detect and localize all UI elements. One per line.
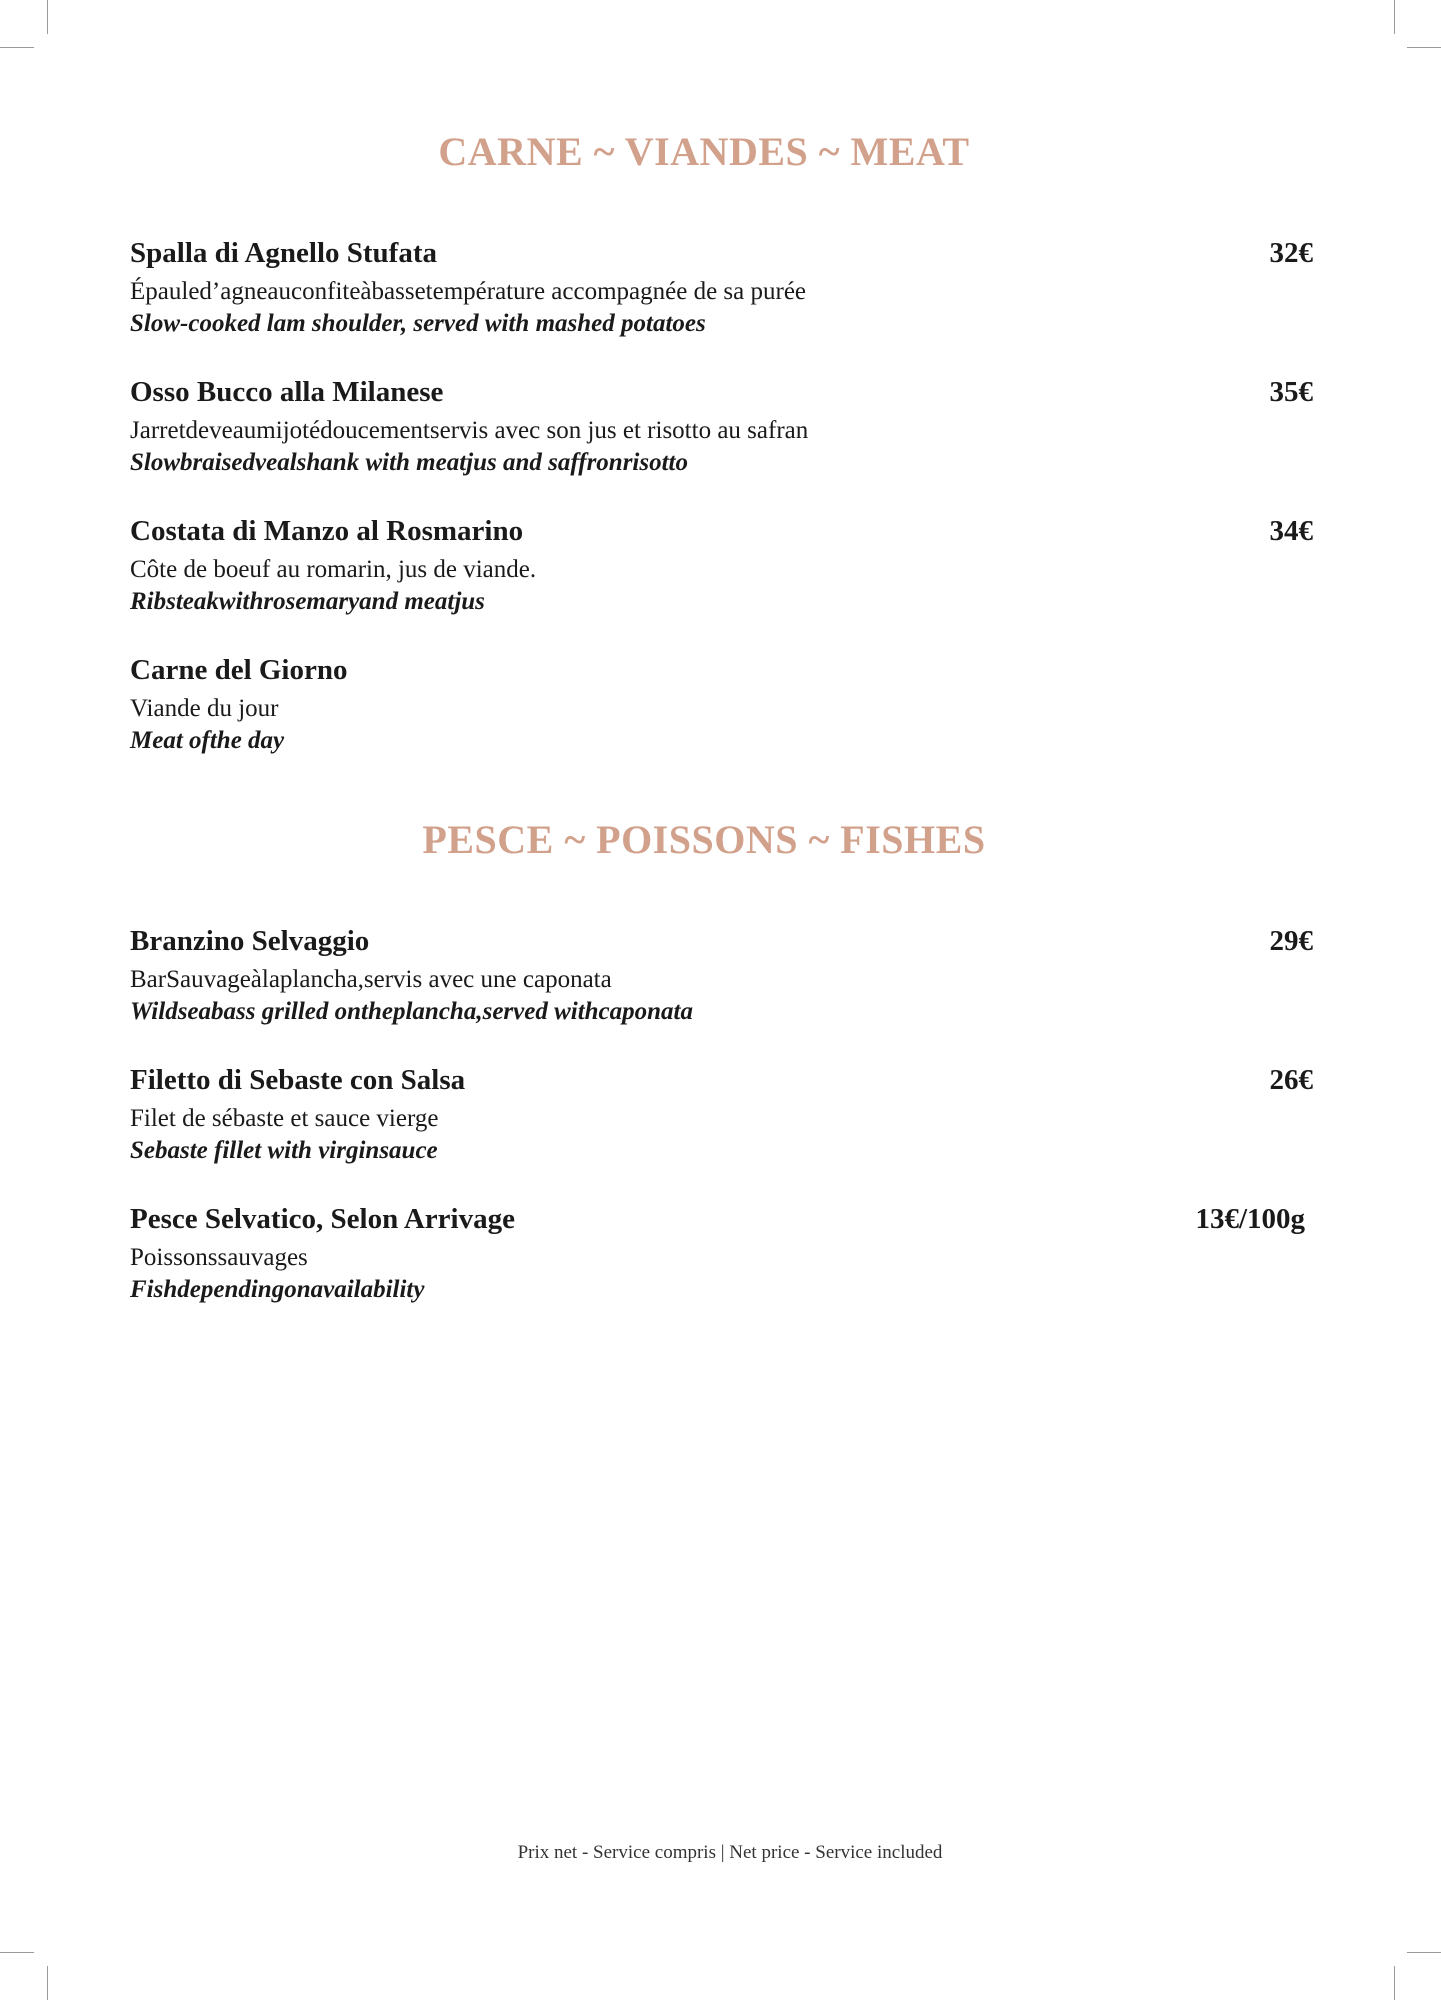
menu-item-price: 34€ [1269, 515, 1313, 547]
menu-item-price: 32€ [1269, 237, 1313, 269]
crop-mark-top-left-h [0, 47, 34, 48]
menu-item-description-fr: Viande du jour [130, 695, 279, 722]
menu-item-name: Pesce Selvatico, Selon Arrivage [130, 1203, 515, 1235]
menu-item-name: Costata di Manzo al Rosmarino [130, 515, 524, 547]
menu-item-costata [130, 512, 1313, 618]
crop-mark-bottom-right [1394, 1966, 1395, 2000]
menu-item-filetto-sebaste [130, 1061, 1313, 1167]
menu-item-branzino [130, 922, 1313, 1028]
menu-item-description-en: Wildseabass grilled ontheplancha,served withcaponata [130, 998, 694, 1025]
menu-item-description-en: Ribsteakwithrosemaryand meatjus [130, 588, 485, 615]
menu-item-description-en: Fishdependingonavailability [130, 1276, 425, 1303]
section-title-fish: PESCE ~ POISSONS ~ FISHES [422, 817, 986, 862]
menu-item-name: Carne del Giorno [130, 654, 348, 686]
menu-item-price: 13€/100g [1195, 1203, 1305, 1235]
menu-item-price: 35€ [1269, 376, 1313, 408]
menu-item-description-en: Slowbraisedvealshank with meatjus and saffronrisotto [130, 449, 688, 476]
menu-item-price: 29€ [1269, 925, 1313, 957]
crop-mark-bottom-left [47, 1966, 48, 2000]
menu-item-description-en: Meat ofthe day [130, 727, 285, 754]
footer-note: Prix net - Service compris | Net price - Service included [517, 1842, 943, 1863]
menu-item-description-fr: Jarretdeveaumijotédoucementservis avec son jus et risotto au safran [130, 417, 809, 444]
menu-item-description-fr: Côte de boeuf au romarin, jus de viande. [130, 556, 537, 583]
menu-item-name: Filetto di Sebaste con Salsa [130, 1064, 466, 1096]
menu-item-description-fr: Filet de sébaste et sauce vierge [130, 1105, 439, 1132]
crop-mark-top-right [1394, 0, 1395, 34]
menu-item-description-fr: Poissonssauvages [130, 1244, 308, 1271]
menu-item-name: Spalla di Agnello Stufata [130, 237, 437, 269]
menu-item-spalla [130, 234, 1313, 340]
crop-mark-top-left [47, 0, 48, 34]
crop-mark-bottom-right-h [1407, 1952, 1441, 1953]
menu-item-carne-del-giorno [130, 651, 1313, 757]
menu-item-description-en: Slow-cooked lam shoulder, served with mashed potatoes [130, 310, 706, 337]
menu-item-description-en: Sebaste fillet with virginsauce [130, 1137, 438, 1164]
menu-item-name: Branzino Selvaggio [130, 925, 370, 957]
crop-mark-bottom-left-h [0, 1952, 34, 1953]
menu-item-description-fr: BarSauvageàlaplancha,servis avec une caponata [130, 966, 612, 993]
section-title-meat: CARNE ~ VIANDES ~ MEAT [438, 129, 970, 174]
menu-item-description-fr: Épauled’agneauconfiteàbassetempérature accompagnée de sa purée [130, 278, 807, 305]
menu-item-osso-bucco [130, 373, 1313, 479]
menu-item-name: Osso Bucco alla Milanese [130, 376, 444, 408]
crop-mark-top-right-h [1407, 47, 1441, 48]
menu-item-price: 26€ [1269, 1064, 1313, 1096]
menu-item-pesce-selvatico [130, 1200, 1313, 1306]
